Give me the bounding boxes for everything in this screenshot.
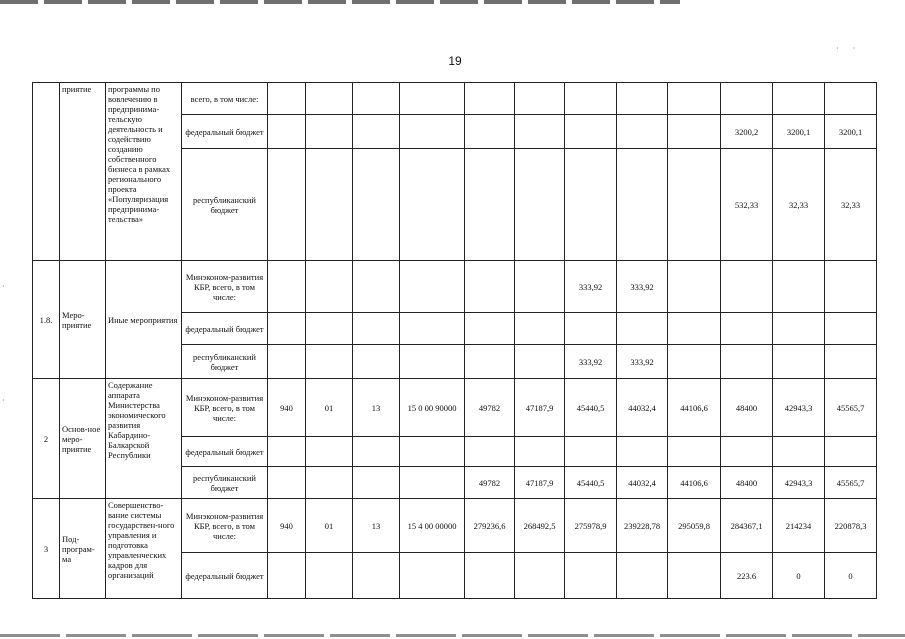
value-cell <box>515 149 565 261</box>
value-cell: 48400 <box>721 467 773 499</box>
value-cell <box>617 115 668 149</box>
value-cell: 279236,6 <box>465 499 515 553</box>
value-cell <box>268 115 306 149</box>
status-cell: Под-програм-ма <box>60 499 106 599</box>
scan-artifact-top <box>0 0 680 4</box>
table-row <box>33 499 877 553</box>
value-cell <box>515 115 565 149</box>
value-cell <box>353 261 400 313</box>
value-cell: 0 <box>773 553 825 599</box>
value-cell <box>515 437 565 467</box>
value-cell <box>668 553 721 599</box>
value-cell <box>306 467 353 499</box>
value-cell: 42943,3 <box>773 467 825 499</box>
value-cell <box>668 115 721 149</box>
value-cell <box>306 261 353 313</box>
row-number: 2 <box>33 379 60 499</box>
value-cell <box>353 553 400 599</box>
value-cell: 333,92 <box>565 261 617 313</box>
program-name-cell: Совершенство-вание системы государствен-ного управления и подготовка управленческих кадров для организаций <box>106 499 182 599</box>
value-cell <box>773 345 825 379</box>
value-cell <box>400 553 465 599</box>
value-cell: 01 <box>306 499 353 553</box>
value-cell: 13 <box>353 379 400 437</box>
value-cell <box>668 149 721 261</box>
value-cell: 275978,9 <box>565 499 617 553</box>
table-row <box>33 261 877 313</box>
value-cell <box>825 261 877 313</box>
table-row <box>33 379 877 437</box>
scan-specks: · · <box>836 44 862 53</box>
value-cell <box>515 313 565 345</box>
value-cell <box>565 553 617 599</box>
value-cell <box>515 261 565 313</box>
value-cell: 333,92 <box>617 261 668 313</box>
value-cell <box>268 345 306 379</box>
value-cell <box>353 115 400 149</box>
value-cell <box>668 313 721 345</box>
value-cell: 284367,1 <box>721 499 773 553</box>
value-cell <box>565 313 617 345</box>
value-cell <box>268 437 306 467</box>
value-cell: 268492,5 <box>515 499 565 553</box>
program-name-cell: Содержание аппарата Министерства экономического развития Кабардино-Балкарской Республики <box>106 379 182 499</box>
funding-source-cell: Минэконом-развития КБР, всего, в том числе: <box>182 379 268 437</box>
funding-source-cell: республиканский бюджет <box>182 467 268 499</box>
value-cell: 45565,7 <box>825 467 877 499</box>
value-cell: 45440,5 <box>565 467 617 499</box>
program-name-cell: программы по вовлечению в предпринима-тельскую деятельность и содействию созданию собственного бизнеса в рамках регионального проекта «Популяризация предпринима-тельства» <box>106 83 182 261</box>
value-cell <box>400 437 465 467</box>
value-cell <box>268 553 306 599</box>
value-cell <box>268 149 306 261</box>
value-cell: 32,33 <box>773 149 825 261</box>
value-cell: 239228,78 <box>617 499 668 553</box>
value-cell <box>668 437 721 467</box>
table-row <box>33 83 877 115</box>
value-cell: 3200,2 <box>721 115 773 149</box>
budget-table <box>32 82 877 599</box>
value-cell: 44032,4 <box>617 467 668 499</box>
value-cell <box>400 115 465 149</box>
value-cell <box>617 553 668 599</box>
value-cell: 49782 <box>465 379 515 437</box>
value-cell <box>825 437 877 467</box>
value-cell <box>465 553 515 599</box>
value-cell <box>668 83 721 115</box>
value-cell <box>306 437 353 467</box>
value-cell <box>353 83 400 115</box>
value-cell: 3200,1 <box>825 115 877 149</box>
value-cell: 532,33 <box>721 149 773 261</box>
value-cell <box>465 313 515 345</box>
funding-source-cell: Минэконом-развития КБР, всего, в том числе: <box>182 499 268 553</box>
page-number: 19 <box>448 54 462 68</box>
value-cell: 44106,6 <box>668 379 721 437</box>
value-cell <box>617 83 668 115</box>
value-cell <box>353 437 400 467</box>
value-cell: 47187,9 <box>515 379 565 437</box>
value-cell: 220878,3 <box>825 499 877 553</box>
value-cell <box>465 115 515 149</box>
value-cell: 3200,1 <box>773 115 825 149</box>
value-cell <box>268 261 306 313</box>
value-cell: 48400 <box>721 379 773 437</box>
value-cell: 49782 <box>465 467 515 499</box>
status-cell: Основ-ное меро-приятие <box>60 379 106 499</box>
value-cell <box>306 313 353 345</box>
value-cell <box>306 345 353 379</box>
value-cell <box>465 437 515 467</box>
value-cell <box>353 313 400 345</box>
value-cell <box>515 553 565 599</box>
value-cell: 333,92 <box>565 345 617 379</box>
value-cell <box>268 83 306 115</box>
value-cell <box>353 467 400 499</box>
value-cell <box>400 83 465 115</box>
value-cell <box>353 345 400 379</box>
value-cell: 223.6 <box>721 553 773 599</box>
value-cell <box>400 149 465 261</box>
program-name-cell: Иные мероприятия <box>106 261 182 379</box>
row-number: 1.8. <box>33 261 60 379</box>
value-cell <box>465 261 515 313</box>
value-cell <box>773 313 825 345</box>
value-cell: 15 4 00 00000 <box>400 499 465 553</box>
value-cell <box>268 467 306 499</box>
row-number: 3 <box>33 499 60 599</box>
value-cell <box>721 261 773 313</box>
value-cell: 15 0 00 90000 <box>400 379 465 437</box>
value-cell <box>306 149 353 261</box>
value-cell <box>268 313 306 345</box>
status-cell: приятие <box>60 83 106 261</box>
scan-mark: · <box>2 396 5 405</box>
value-cell: 13 <box>353 499 400 553</box>
value-cell: 940 <box>268 379 306 437</box>
value-cell: 333,92 <box>617 345 668 379</box>
status-cell: Меро-приятие <box>60 261 106 379</box>
value-cell <box>773 437 825 467</box>
value-cell <box>721 83 773 115</box>
value-cell <box>825 313 877 345</box>
value-cell <box>565 83 617 115</box>
value-cell <box>825 83 877 115</box>
value-cell <box>306 83 353 115</box>
funding-source-cell: Минэконом-развития КБР, всего, в том числе: <box>182 261 268 313</box>
value-cell <box>565 115 617 149</box>
value-cell: 214234 <box>773 499 825 553</box>
value-cell <box>400 261 465 313</box>
value-cell <box>721 345 773 379</box>
value-cell: 47187,9 <box>515 467 565 499</box>
funding-source-cell: федеральный бюджет <box>182 553 268 599</box>
value-cell: 44032,4 <box>617 379 668 437</box>
value-cell <box>668 345 721 379</box>
value-cell: 42943,3 <box>773 379 825 437</box>
value-cell <box>515 345 565 379</box>
funding-source-cell: федеральный бюджет <box>182 115 268 149</box>
value-cell <box>400 345 465 379</box>
scan-artifact-bottom <box>0 634 905 637</box>
value-cell <box>465 83 515 115</box>
value-cell <box>721 313 773 345</box>
value-cell <box>565 149 617 261</box>
value-cell: 45440,5 <box>565 379 617 437</box>
value-cell <box>668 261 721 313</box>
scan-mark: · <box>2 282 5 291</box>
value-cell <box>353 149 400 261</box>
value-cell <box>306 553 353 599</box>
value-cell <box>773 261 825 313</box>
value-cell <box>773 83 825 115</box>
value-cell: 01 <box>306 379 353 437</box>
funding-source-cell: федеральный бюджет <box>182 437 268 467</box>
funding-source-cell: федеральный бюджет <box>182 313 268 345</box>
funding-source-cell: республиканский бюджет <box>182 345 268 379</box>
value-cell <box>825 345 877 379</box>
value-cell: 44106,6 <box>668 467 721 499</box>
value-cell <box>400 467 465 499</box>
value-cell: 295059,8 <box>668 499 721 553</box>
value-cell: 32,33 <box>825 149 877 261</box>
value-cell <box>617 437 668 467</box>
funding-source-cell: республиканский бюджет <box>182 149 268 261</box>
value-cell <box>400 313 465 345</box>
value-cell: 940 <box>268 499 306 553</box>
value-cell <box>565 437 617 467</box>
row-number <box>33 83 60 261</box>
value-cell <box>617 149 668 261</box>
value-cell <box>721 437 773 467</box>
value-cell: 0 <box>825 553 877 599</box>
value-cell <box>306 115 353 149</box>
value-cell <box>515 83 565 115</box>
funding-source-cell: всего, в том числе: <box>182 83 268 115</box>
value-cell <box>617 313 668 345</box>
value-cell <box>465 345 515 379</box>
value-cell <box>465 149 515 261</box>
value-cell: 45565,7 <box>825 379 877 437</box>
